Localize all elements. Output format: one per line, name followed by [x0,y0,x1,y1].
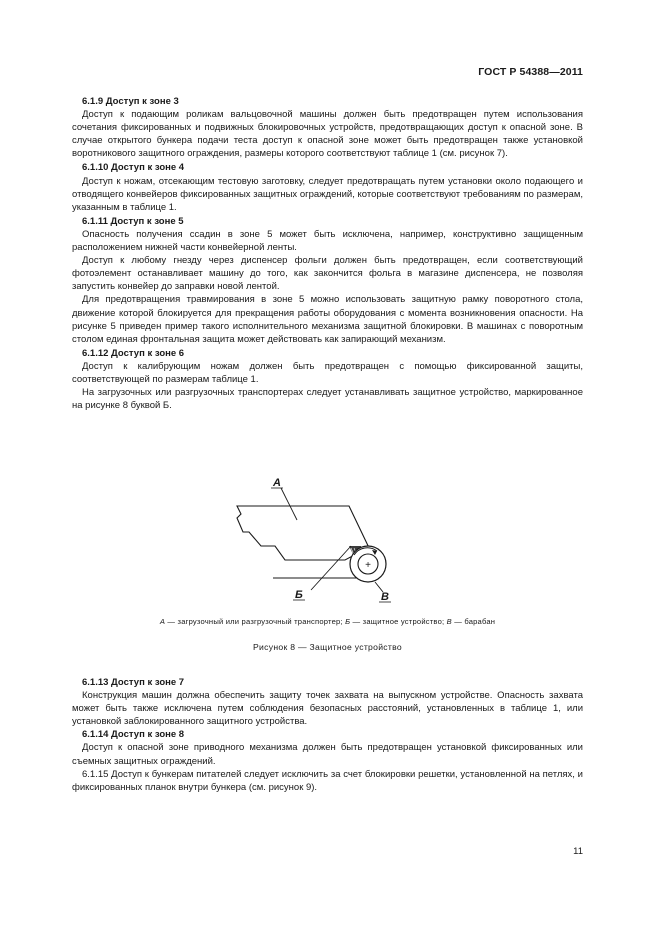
legend-key-a: А [159,617,166,626]
section-heading: 6.1.11 Доступ к зоне 5 [82,215,184,227]
paragraph: Доступ к подающим роликам вальцовочной машины должен быть предотвращен путем использования сочетания фиксированных и подвижных блокировочных устройств, предотвращающих доступ к опасной зоне. В случае открытого бункера подачи теста доступ к опасной зоне может быть предотвращен также установкой воротникового защитного ограждения, размеры которого соответствуют таблице 1 (см. рисунок 7). [72,109,583,160]
paragraph: Опасность получения ссадин в зоне 5 может быть исключена, например, конструктивно защищенным расположением нижней части конвейерной ленты. [72,228,583,254]
legend-text-a: — загрузочный или разгрузочный транспортер; [165,617,346,626]
section-heading: 6.1.9 Доступ к зоне 3 [82,96,179,107]
legend-text-v: — барабан [451,617,496,626]
text-block-top [72,94,583,412]
section-heading: 6.1.13 Доступ к зоне 7 [82,677,185,688]
protective-device-figure [225,470,425,610]
paragraph: Доступ к любому гнезду через диспенсер фольги должен быть предотвращен, если соответствующий фотоэлемент останавливает машину до того, как закончится фольга в магазине диспенсера, не позволяя запустить конвейер до заправки новой лентой. [72,255,583,293]
text-block-bottom [72,676,583,794]
document-code: ГОСТ Р 54388—2011 [478,66,583,78]
legend-key-v: В [446,617,452,626]
figure-caption: Рисунок 8 — Защитное устройство [253,642,402,652]
drum-center-symbol: + [365,560,371,571]
figure-label-v: В [381,591,389,603]
paragraph: 6.1.15 Доступ к бункерам питателей следует исключить за счет блокировки решетки, установленной на петлях, и фиксированных планок внутри бункера (см. рисунок 9). [72,768,583,793]
section-heading: 6.1.14 Доступ к зоне 8 [82,729,185,741]
legend-text-b: — защитное устройство; [350,617,447,626]
conveyor-belt [237,506,371,560]
figure-label-b: Б [295,589,303,601]
paragraph: На загрузочных или разгрузочных транспортерах следует устанавливать защитное устройство, маркированное на рисунке 8 буквой Б. [72,387,583,412]
section-heading: 6.1.12 Доступ к зоне 6 [82,347,185,359]
section-heading: 6.1.10 Доступ к зоне 4 [82,162,185,174]
legend-key-b: Б [345,617,351,626]
paragraph: Доступ к опасной зоне приводного механизма должен быть предотвращен установкой фиксированных или съемных защитных ограждений. [72,742,583,767]
figure-legend [72,617,583,626]
paragraph: Доступ к калибрующим ножам должен быть предотвращен с помощью фиксированной защиты, соответствующей по размерам таблице 1. [72,360,583,385]
figure-label-a: А [273,477,281,489]
page-number: 11 [573,846,583,857]
paragraph: Конструкция машин должна обеспечить защиту точек захвата на выпускном устройстве. Опасность захвата может быть также исключена путем соблюдения безопасных расстояний, установленных в таблице 1, или установкой заблокированного защитного устройства. [72,690,583,728]
paragraph: Доступ к ножам, отсекающим тестовую заготовку, следует предотвращать путем установки около подающего и отводящего конвейеров фиксированных защитных ограждений, которые соответствуют требованиям по размерам, указанным в таблице 1. [72,175,583,213]
paragraph: Для предотвращения травмирования в зоне 5 можно использовать защитную рамку поворотного стола, движение которой блокируется для прекращения работы оборудования с момента возникновения опасности. На рисунке 5 приведен пример такого исполнительного механизма защитной блокировки. В машинах с поворотным столом единая фронтальная защита может действовать как запирающий механизм. [72,294,583,345]
